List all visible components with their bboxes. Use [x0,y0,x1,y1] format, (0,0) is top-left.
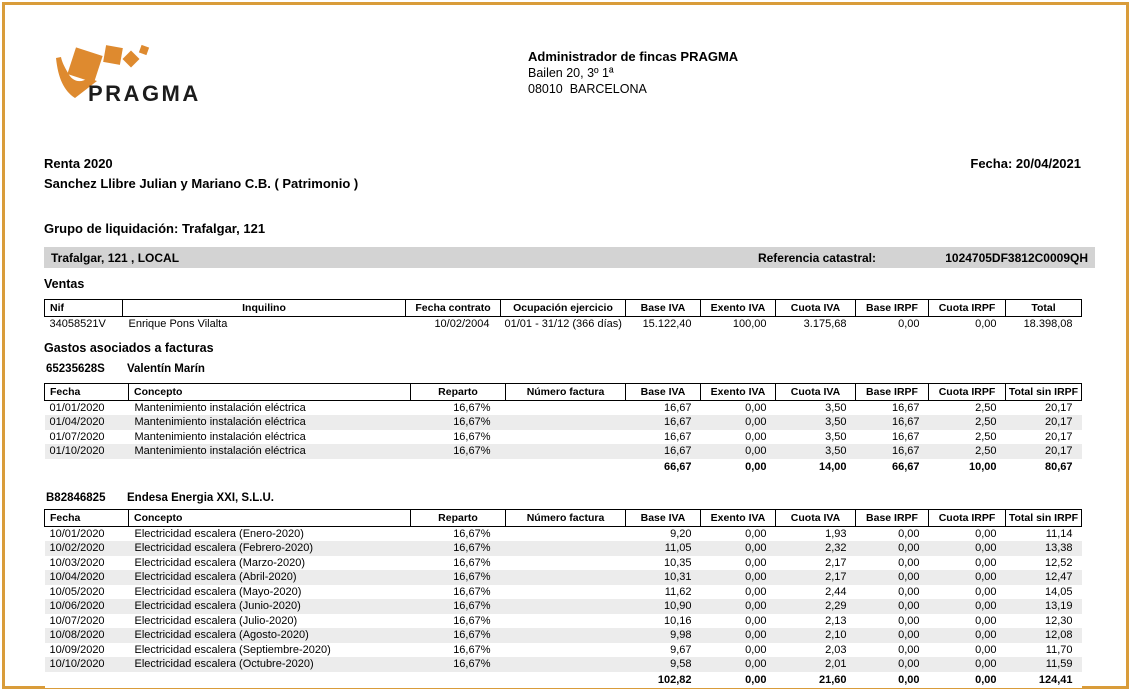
column-header: Exento IVA [701,510,776,527]
cell: 0,00 [856,628,929,643]
cell: 0,00 [975,318,997,330]
cell: 14,05 [1044,585,1073,598]
gastos-table-1-wrapper [44,383,1082,475]
cell: 10/09/2020 [49,643,105,656]
cell: 16,67 [626,415,701,430]
cell: 16,67% [411,570,506,585]
cell: 0,00 [701,672,776,688]
column-header: Cuota IRPF [929,384,1006,401]
cell: Electricidad escalera (Junio-2020) [129,599,411,614]
gastos-table-2-body [45,527,1082,688]
cell: 11,14 [1045,528,1073,540]
cell: 34058521V [49,318,106,330]
cell [506,570,626,585]
column-header: Concepto [129,510,411,527]
cell: 0,00 [745,528,767,540]
cell: 10/02/2004 [434,318,490,330]
gastos-table-1 [44,383,1082,475]
cell: 16,67 [626,444,701,459]
table-row [45,415,1082,430]
table-row [45,599,1082,614]
cell: 01/07/2020 [49,430,105,443]
cell: 01/10/2020 [45,444,129,459]
cell: 3,50 [776,444,856,459]
property-bar [44,247,1095,268]
cell: 2,01 [776,657,856,672]
table-row [45,401,1082,416]
cell: 1,93 [825,528,847,540]
cell: 0,00 [745,585,767,598]
cell: 16,67 [856,444,929,459]
cell: 2,50 [975,430,997,443]
cell [411,672,506,688]
cell: 0,00 [856,657,929,672]
cell: 0,00 [898,614,920,627]
cell [506,401,626,416]
vendor-nif: B82846825 [46,492,106,504]
gastos-section-title: Gastos asociados a facturas [44,341,214,355]
column-header: Nif [45,300,123,317]
cell: 10,35 [663,556,692,569]
cell: 16,67% [411,628,506,643]
cell: 16,67% [453,556,491,569]
header-row [45,384,1082,401]
cell: 16,67 [891,402,920,414]
cell: 10/02/2020 [45,541,129,556]
cell: 66,67 [856,459,929,475]
cell: 16,67 [663,402,692,414]
cell: 0,00 [898,528,920,540]
cell: Mantenimiento instalación eléctrica [129,415,411,430]
column-header: Concepto [129,384,411,401]
cell: 2,44 [825,585,847,598]
gastos-table-2 [44,509,1082,688]
table-row [45,541,1082,556]
cell: 0,00 [701,541,776,556]
cell: 11,59 [1006,657,1082,672]
table-row [45,643,1082,658]
column-header: Base IVA [626,300,701,317]
gastos-table-1-body [45,401,1082,475]
company-address-line1: Bailen 20, 3º 1ª [528,66,614,80]
cell: 11,62 [664,585,692,598]
cell: 2,17 [825,556,847,569]
column-header: Cuota IRPF [929,510,1006,527]
ventas-table [44,299,1082,331]
cell: 01/04/2020 [45,415,129,430]
totals-row [45,459,1082,475]
column-header: Total sin IRPF [1006,384,1082,401]
cell: 10/06/2020 [45,599,129,614]
cell: 16,67 [663,430,692,443]
cell: 20,17 [1006,415,1082,430]
cell: 80,67 [1006,459,1082,475]
cell: 10/10/2020 [45,657,129,672]
cell: 0,00 [898,318,920,330]
cell: 16,67% [411,541,506,556]
column-header: Cuota IVA [776,384,856,401]
column-header: Base IVA [626,384,701,401]
header-row [45,510,1082,527]
ventas-table-head [45,300,1082,317]
column-header: Número factura [506,510,626,527]
cell: 16,67 [891,430,920,443]
cell: 0,00 [929,599,1006,614]
cell: 0,00 [856,541,929,556]
cell: 16,67% [453,528,491,540]
gastos-table-1-head [45,384,1082,401]
column-header: Cuota IVA [776,510,856,527]
report-date [970,156,1081,171]
cell: 2,13 [825,614,847,627]
cell: 20,17 [1044,402,1073,414]
cell: 13,38 [1006,541,1082,556]
cell: 0,00 [701,415,776,430]
vendor-header-1 [46,363,205,375]
cell: 102,82 [626,672,701,688]
header-row [45,300,1082,317]
table-row [45,657,1082,672]
table-row [45,628,1082,643]
cell: 01/01/2020 [49,402,105,414]
cell: 15.122,40 [642,318,692,330]
cell: 0,00 [745,643,767,656]
column-header: Fecha [45,384,129,401]
cell: 0,00 [856,570,929,585]
cell: 14,00 [776,459,856,475]
cell: 10,00 [929,459,1006,475]
cell: 0,00 [701,599,776,614]
column-header: Base IVA [626,510,701,527]
cell: 0,00 [856,672,929,688]
liquidation-group: Grupo de liquidación: Trafalgar, 121 [44,221,266,236]
cell [506,527,626,542]
cell: 3,50 [776,415,856,430]
cell: 0,00 [701,459,776,475]
column-header: Total [1006,300,1082,317]
table-row [45,527,1082,542]
cell: 13,19 [1006,599,1082,614]
cell: 10,31 [626,570,701,585]
ventas-table-wrapper [44,299,1082,331]
column-header: Fecha [45,510,129,527]
cell: 2,50 [975,402,997,414]
table-row [45,556,1082,571]
cell [506,415,626,430]
cell: 10,16 [663,614,692,627]
cell [506,657,626,672]
cell: 0,00 [929,570,1006,585]
cell: Electricidad escalera (Mayo-2020) [134,585,302,598]
cell: 0,00 [701,570,776,585]
cell: 12,47 [1006,570,1082,585]
cell: 20,17 [1006,444,1082,459]
cell: 0,00 [898,585,920,598]
column-header: Cuota IVA [776,300,856,317]
column-header: Reparto [411,384,506,401]
cadastral-ref-value: 1024705DF3812C0009QH [945,250,1088,265]
date-label: Fecha: [970,156,1013,171]
cell [506,541,626,556]
cell: 9,67 [670,643,692,656]
cell: 3,50 [825,402,847,414]
cell: 10/08/2020 [45,628,129,643]
column-header: Reparto [411,510,506,527]
cell: Mantenimiento instalación eléctrica [134,430,306,443]
cell: Mantenimiento instalación eléctrica [134,402,306,414]
company-address-line2: 08010 BARCELONA [528,82,647,96]
cell [129,672,411,688]
cell: 18.398,08 [1023,318,1073,330]
cell: 9,58 [626,657,701,672]
cell: 2,03 [825,643,847,656]
table-row [45,444,1082,459]
cell: 16,67% [411,657,506,672]
cell: 0,00 [975,643,997,656]
table-row [45,614,1082,629]
cell: 16,67% [453,643,491,656]
cell: 16,67% [453,402,491,414]
cell: 3,50 [825,430,847,443]
cell [506,430,626,445]
cell: 0,00 [929,541,1006,556]
column-header: Cuota IRPF [929,300,1006,317]
cell: 2,29 [776,599,856,614]
cell: 0,00 [745,556,767,569]
cell: 124,41 [1006,672,1082,688]
cell: 0,00 [745,430,767,443]
cell [506,672,626,688]
cell: Electricidad escalera (Octubre-2020) [129,657,411,672]
ventas-table-body [45,317,1082,332]
cell: 66,67 [626,459,701,475]
logo-text: PRAGMA [88,81,201,106]
cell: Electricidad escalera (Septiembre-2020) [134,643,331,656]
cell: 2,50 [929,444,1006,459]
cell [506,556,626,571]
cell: 10,90 [626,599,701,614]
cell: 9,20 [670,528,692,540]
owner-name: Sanchez Llibre Julian y Mariano C.B. ( Patrimonio ) [44,176,359,191]
cell [506,585,626,600]
cell: 0,00 [929,657,1006,672]
pragma-logo-icon [50,33,225,111]
gastos-table-2-head [45,510,1082,527]
cell: 2,17 [776,570,856,585]
cell: 11,70 [1045,643,1073,656]
cell [45,672,129,688]
cell [506,599,626,614]
cell: 10/01/2020 [49,528,105,540]
cell: 0,00 [929,672,1006,688]
cell: 21,60 [776,672,856,688]
cell: 10/07/2020 [49,614,105,627]
cell: 2,32 [776,541,856,556]
cell: 16,67% [411,415,506,430]
cell: 0,00 [701,628,776,643]
table-row [45,317,1082,332]
cell: 0,00 [975,614,997,627]
table-row [45,570,1082,585]
company-name: Administrador de fincas PRAGMA [528,49,739,64]
cell: 0,00 [701,444,776,459]
cell: 16,67% [411,599,506,614]
cell: 10/03/2020 [49,556,105,569]
cell: 2,50 [929,415,1006,430]
column-header: Total sin IRPF [1006,510,1082,527]
cell: 16,67% [453,585,491,598]
vendor-nif: 65235628S [46,363,105,375]
table-row [45,430,1082,445]
cell: 3.175,68 [803,318,847,330]
cell: Enrique Pons Vilalta [128,318,228,330]
cell: 20,17 [1044,430,1073,443]
cell: 01/01 - 31/12 (366 días) [504,318,622,330]
cell: 100,00 [732,318,767,330]
cell: 2,10 [776,628,856,643]
cell: 0,00 [975,528,997,540]
vendor-name: Endesa Energia XXI, S.L.U. [127,492,274,504]
cell [506,628,626,643]
cell: 16,67% [411,444,506,459]
cell [411,459,506,475]
cell: 0,00 [856,599,929,614]
column-header: Base IRPF [856,510,929,527]
column-header: Fecha contrato [406,300,501,317]
property-name: Trafalgar, 121 , LOCAL [51,250,180,265]
cadastral-ref-label: Referencia catastral: [757,250,876,265]
cell: 0,00 [929,628,1006,643]
column-header: Base IRPF [856,384,929,401]
cell: 0,00 [745,614,767,627]
date-value: 20/04/2021 [1015,156,1081,171]
cell: Electricidad escalera (Febrero-2020) [129,541,411,556]
cell: 16,67% [453,614,491,627]
cell: 0,00 [975,556,997,569]
cell: Electricidad escalera (Julio-2020) [134,614,298,627]
cell: 10/04/2020 [45,570,129,585]
cell [45,459,129,475]
column-header: Base IRPF [856,300,929,317]
cell [506,614,626,629]
column-header: Ocupación ejercicio [501,300,626,317]
cell: 12,08 [1006,628,1082,643]
cell: Electricidad escalera (Marzo-2020) [134,556,306,569]
cell: 10/05/2020 [49,585,105,598]
cell [506,459,626,475]
cell: Electricidad escalera (Enero-2020) [134,528,304,540]
totals-row [45,672,1082,688]
vendor-header-2 [46,492,274,504]
cell: 11,05 [626,541,701,556]
vendor-name: Valentín Marín [127,363,205,375]
column-header: Inquilino [123,300,406,317]
cell: 12,30 [1044,614,1073,627]
table-row [45,585,1082,600]
pragma-logo [50,33,225,111]
column-header: Exento IVA [701,384,776,401]
column-header: Exento IVA [701,300,776,317]
gastos-table-2-wrapper [44,509,1082,688]
cell: 9,98 [626,628,701,643]
cell: 12,52 [1044,556,1073,569]
cell: 16,67% [453,430,491,443]
cell: 0,00 [745,402,767,414]
cell [506,444,626,459]
ventas-section-title: Ventas [44,277,85,291]
column-header: Número factura [506,384,626,401]
report-title: Renta 2020 [44,156,113,171]
cell: 16,67 [856,415,929,430]
cell [129,459,411,475]
cell: Mantenimiento instalación eléctrica [129,444,411,459]
cell: 0,00 [898,556,920,569]
cell: 0,00 [975,585,997,598]
company-block [528,49,738,97]
cell: Electricidad escalera (Agosto-2020) [129,628,411,643]
cell: 0,00 [701,657,776,672]
cell [506,643,626,658]
cell: 0,00 [898,643,920,656]
cell: Electricidad escalera (Abril-2020) [129,570,411,585]
